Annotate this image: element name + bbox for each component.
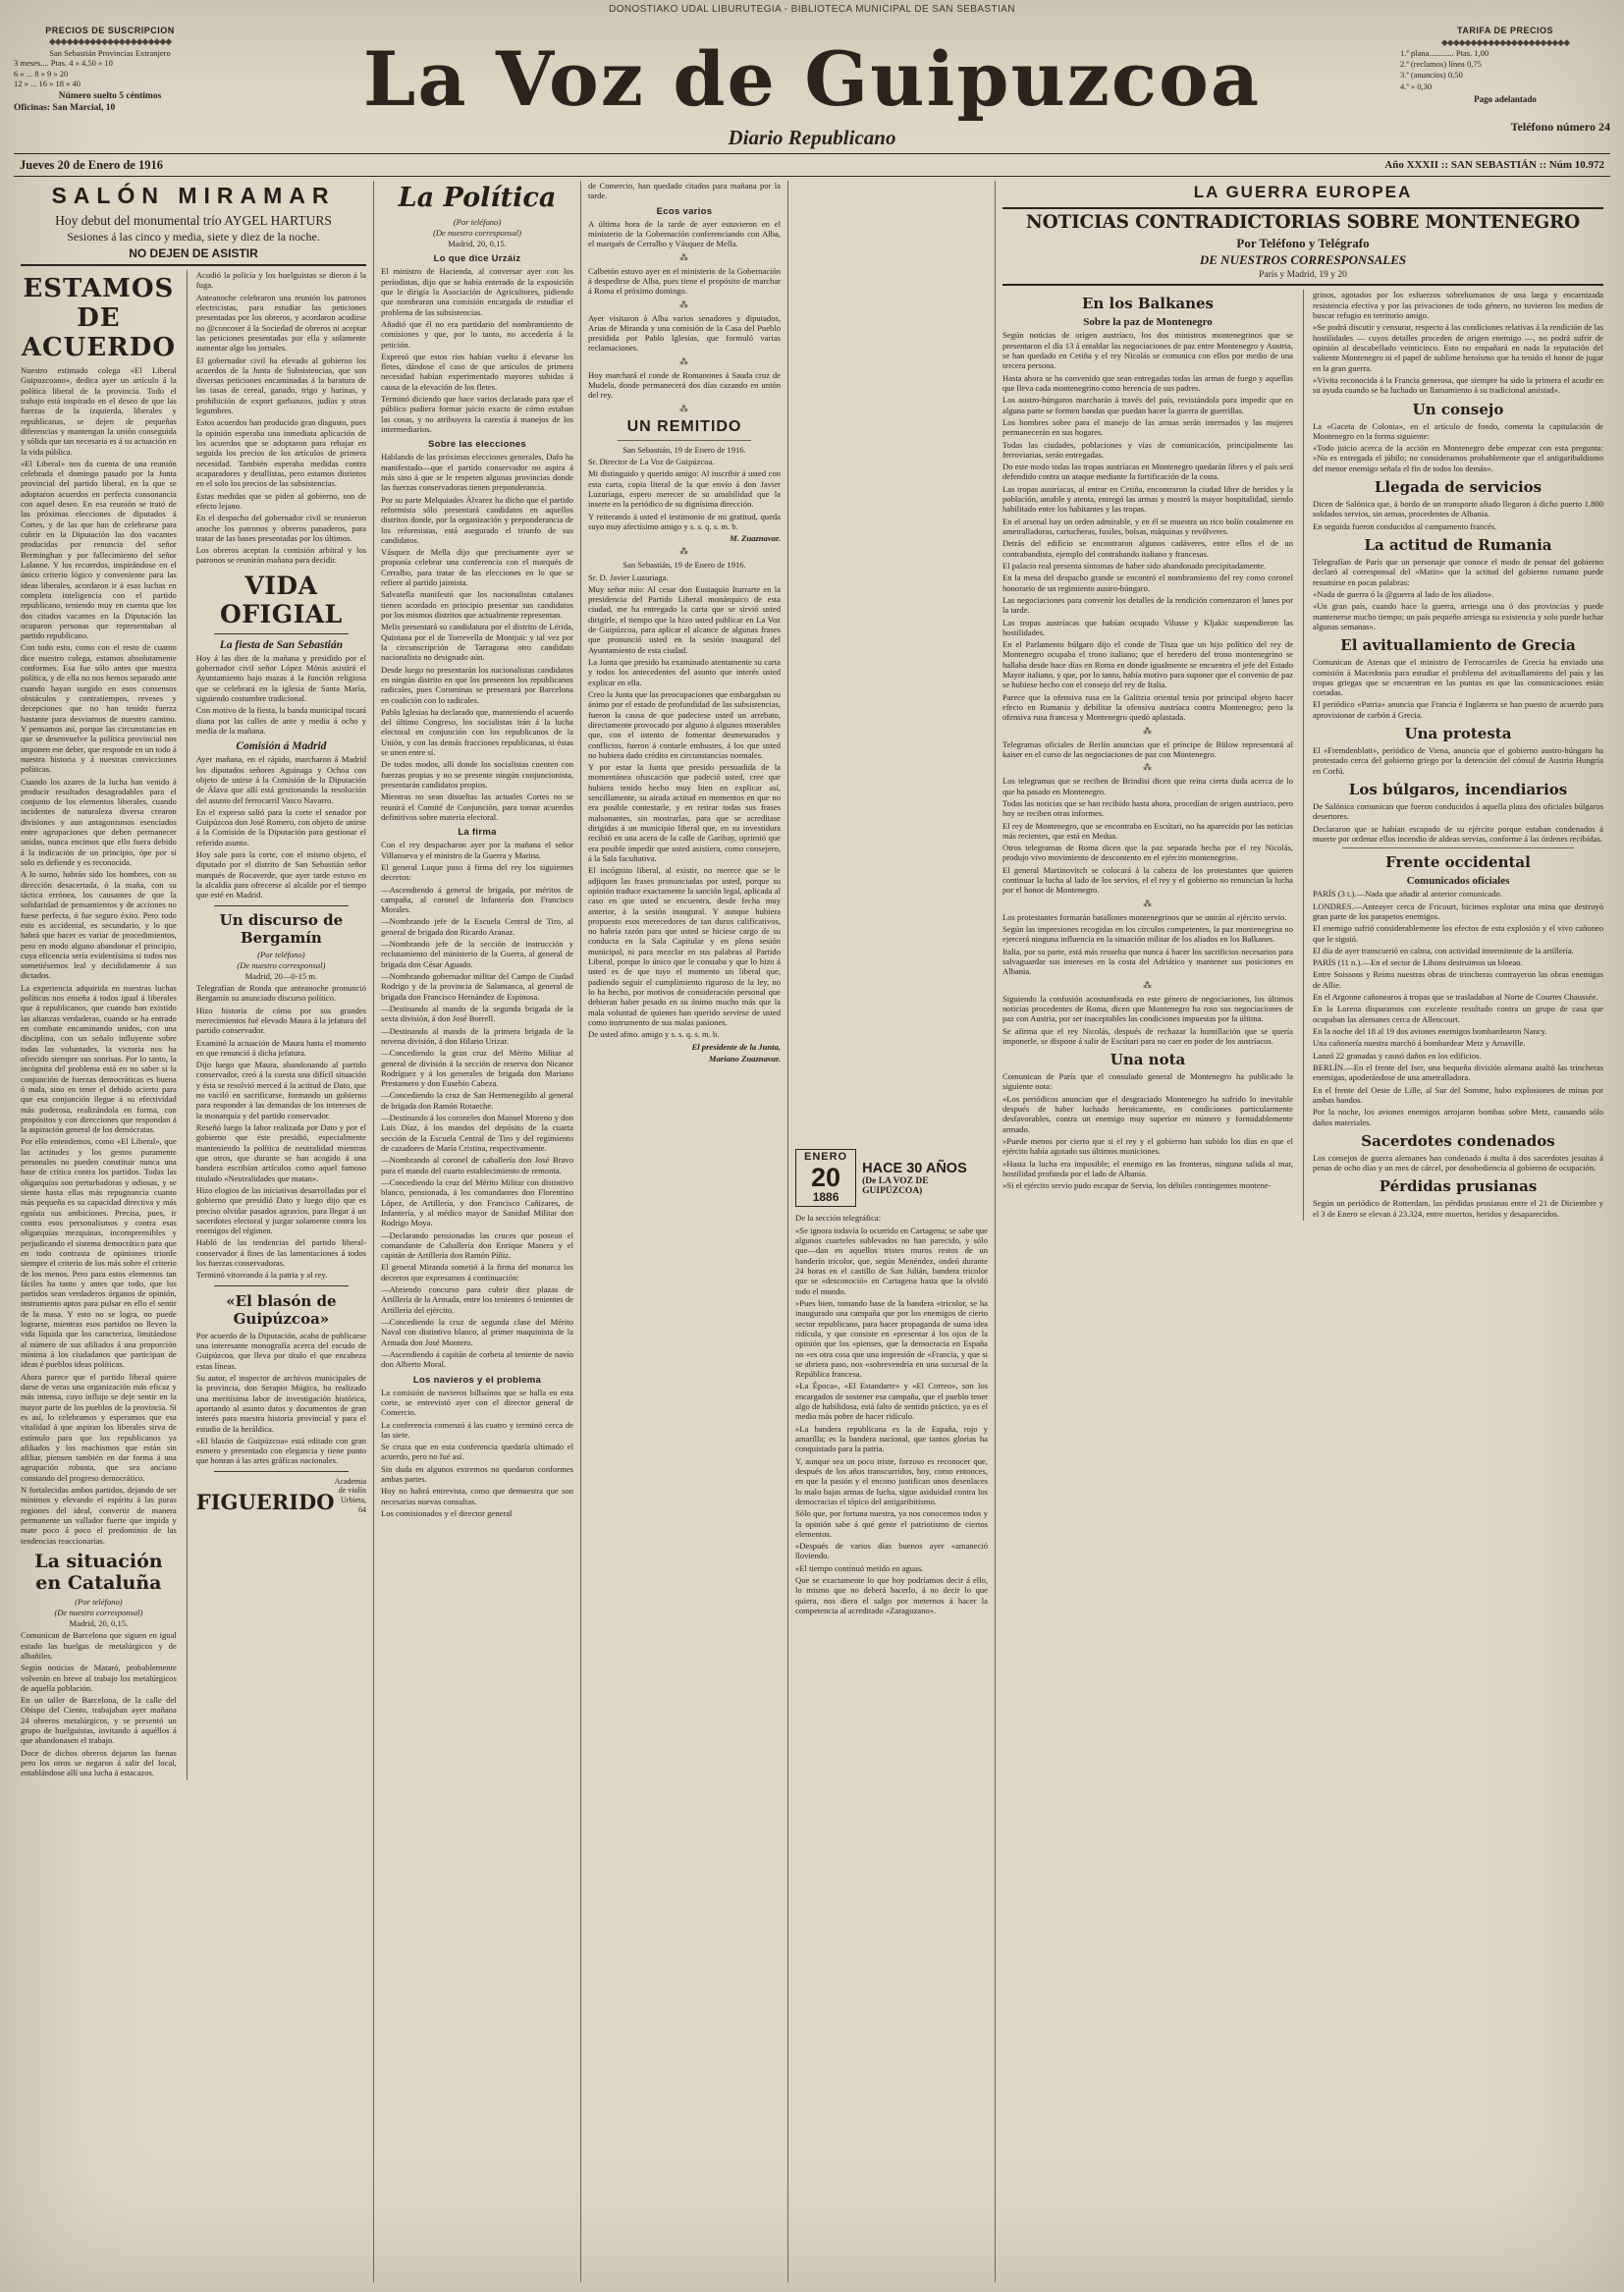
decorative-dots: ◆◆◆◆◆◆◆◆◆◆◆◆◆◆◆◆◆◆◆◆◆ <box>48 36 172 47</box>
tarifa-row: 3.ª (anuncios) 0,50 <box>1400 70 1463 81</box>
remitido-paragraph: La Junta que presido ha examinado atentamente su carta y todos los antecedentes del asunto que interés usted explicar en ella. <box>588 657 781 687</box>
politica-paragraph: —Destinando á los coroneles don Manuel Moreno y don Luis Díaz, á los mandos del depósito de la cuarta sección de la Escuela Central de Tiro y del regimiento de cazadores de María Cristina, respectivamente. <box>381 1113 573 1153</box>
balkanes-paragraph: Las tropas austríacas que habían ocupado Vilusse y Kljakic suspendieron las hostilidades. <box>1002 617 1293 637</box>
bergamin-paragraph: Hizo elogios de las iniciativas desarrolladas por el gobierno que presidió Dato y luego dijo que es preciso olvidar pasados agravios, para llegar á un sacerdotes electoral y juzgar solamente contra los enemigos del régimen. <box>195 1184 366 1236</box>
miramar-line2: Sesiones á las cinco y media, siete y diez de la noche. <box>67 230 320 244</box>
paragraph-separator: ⁂ <box>1143 979 1153 990</box>
vida-oficial-headline: VIDA OFIGIAL <box>220 571 343 628</box>
balkanes-paragraph: Todas las noticias que se han recibido hasta ahora, procedían de origen austríaco, pero hoy se reciben otras informes. <box>1002 797 1294 819</box>
remitido-paragraph: El incógnito liberal, al existir, no merece que se le adjiquen las frases pronunciadas por usted, porque su opinión traduce exactamente la sanción legal, aplicada al caso en que usted se encuentra, desde fecha muy anterior, á la sesión inaugural. Y aunque hubiera propuesto esos merecedores de tan duros calificativos, no habría razón para que usted se hiciese cargo de su conducta en la Sala Capitular y en plena sesión municipal, ni para mezclar en sus palabras al Partido Liberal, porque lo único que le constaba y que lo hizo á usted es de que tuyo el momento un liberal que, padiendo seguir el cumplimiento riguroso de la ley, no lo ha hecho, por motivos de consideración personal que debieran haber pesado en su ánimo mucho más que la mala voluntad de quienes han querido servirse de usted como instrumento de sus malas pasiones. <box>588 865 781 1027</box>
offices-address: Oficinas: San Marcial, 10 <box>14 102 116 113</box>
tarifa-row: 4.ª » 0,30 <box>1400 81 1433 91</box>
balkanes-paragraph: Todas las ciudades, poblaciones y vías de comunicación, principalmente las ferroviarias, serán entregadas. <box>1002 439 1293 460</box>
war-continuation-paragraph: »Vívita reconocida á la Francia generosa, que siempre ha sido la primera el acudir en su ayuda cuando se ha luchado un llamamiento á su tradicional amistad». <box>1313 374 1603 396</box>
paragraph-separator: ⁂ <box>1143 725 1153 736</box>
issue-info-bar <box>14 153 1610 177</box>
balkanes-paragraph: Siguiendo la confusión acostumbrada en este género de negociaciones, los últimos noticias procedentes de Roma, dicen que Montenegro ha roto sus negociaciones de paz con Austria, por ser inaceptables las condiciones impuestas por la última. <box>1002 993 1293 1024</box>
remitido-recipient2: Sr. D. Javier Luzuriaga. <box>588 572 669 582</box>
subscription-row: 12 » ... 16 » 18 » 40 <box>14 79 81 89</box>
cataluna-tail-paragraph: Anteanoche celebraron una reunión los patronos electricistas, para estudiar las peticiones presentadas por los obreros, y acordaron acudirse no @concoser á la Sociedad de obreros ni aceptar las peticiones presentadas por ella y solamente aumentar algo los jornales. <box>195 292 366 354</box>
editorial-paragraph: Nuestro estimado colega «El Liberal Guipuzcoano», dedica ayer un artículo á la política liberal de la provincia. Todo el trabajo está inspirado en el deseo de que las fuerzas de la izquierda, liberales y republicanas, se dejen de pequeñas diferencias y mantengan la unión conseguida y sólida que tan necesaria es á su actuación en la vida pública. <box>21 365 177 457</box>
ecos-paragraph: A última hora de la tarde de ayer estuvieron en el ministerio de la Gobernación conferenciando con Alba, el marqués de Cerralbo y Vásquez de Mella. <box>588 218 781 249</box>
politica-paragraph: —Destinando al mando de la segunda brigada de la sexta división, á don José Borrell. <box>381 1003 573 1024</box>
remitido-signature-role: El presidente de la Junta, <box>691 1041 781 1052</box>
paragraph-separator: ⁂ <box>679 251 689 262</box>
balkanes-paragraph: El rey de Montenegro, que se encontraba en Escútari, no ha aparecido por las noticias más recientes, que está en Medua. <box>1002 820 1293 841</box>
miramar-line3: NO DEJEN DE ASISTIR <box>129 246 258 260</box>
un-consejo-paragraph: La «Gaceta de Colonia», en el artículo de fondo, comenta la capitulación de Montenegro en la forma siguiente: <box>1313 420 1603 441</box>
telephone-number: Teléfono número 24 <box>1510 120 1610 134</box>
hace-paragraph: Sólo que, por fortuna nuestra, ya nos conocemos todos y la opinión sabe á qué gente el patriotismo de ciertos elementos. <box>795 1508 988 1539</box>
remitido-place: San Sebastián, 19 de Enero de 1916. <box>623 444 746 455</box>
editorial-paragraph: Por ello entendemos, como «El Liberal», que las actitudes y los gestos puramente personales no pueden constituir nunca una base de crítica contra los partidos. Todas las oligarquías son perturbadoras y odiosas, y se siente hasta ellas más repugnancia cuanto más pequeña es su capacidad directiva y más egoísta sus ambiciones. Precisa, pues, ir contra esos personalismos y contra esas oligarquías mezquinas, incomprensibles y perjudicando el sistema democrático para que en todo contrasta de opiniones trionfe siempre el criterio de los más sobre el criterio de los menos. Pero para estos elementos tan fáciles ha tanto y antes que todo, que los partidos sean verdaderos órganos de opinión, instrumento aptos para pulsar en ello el sentir de la masa. Y esto no se logra, no puede lograrse, mientras esos partidos no lleven la vida líquida que los caracteriza, limitándose al número de sus afiliados á una proporción mínima á los ciudadanos que participan de ideas é pueblos ideas políticas. <box>21 1136 177 1370</box>
balkanes-subhead: Sobre la paz de Montenegro <box>1083 316 1213 329</box>
editorial-paragraph: «El Liberal» nos da cuenta de una reunión celebrada el domingo pasado por la Junta provincial del partido liberal, en la que se adoptaron acuerdos en perfecta consonancia con aquel deseo. En esa reunión se trató de las próximas elecciones de diputados á Cortes, y de las que han de celebrarse para cubrir en la Diputación las dos vacantes producidas por renuncia del señor Berminghan y por fallecimiento del señor Lalanne. Y los recuerdos, inspirándose en el único criterio lógico y conveniente para las ideas liberales, acordaron ir á esas luchas en completa inteligencia con el partido republicano, teniendo muy en cuenta que los dos citados vacantes en la Diputación las ocuparon personas que representaban al partido republicano. <box>21 458 177 641</box>
politica-paragraph: Sin duda en algunos extremos no quedaron conformes ambas partes. <box>381 1463 573 1485</box>
cataluna-headline: La situación en Cataluña <box>34 1550 163 1594</box>
balkanes-paragraph: En la mesa del despacho grande se encontró el nombramiento del rey como coronel honorario de un regimiento austro-húngaro. <box>1002 573 1293 593</box>
divider <box>21 264 366 266</box>
editorial-paragraph: N fortalecidas ambos partidos, dejando de ser mínimos y elevando el espíritu á las puras regiones del ideal, convertir de manera permanente un vallador fuerte que impida y mate poco á poco el predominio de las tendencias reaccionarias. <box>21 1485 177 1546</box>
remitido-paragraph: De usted afmo. amigo y s. s. q. s. m. b. <box>588 1029 720 1040</box>
remitido-paragraph: Muy señor mío: Al cesar don Eustaquio Iturrarte en la presidencia del Partido Liberal monárquico de esta ciudad, me ha entregado la carta que se sirvió usted dirigirle, el tiempo que la hizo usted publicar en La Voz de Guipúzcoa, para aplicar el alcance de algunas frases que pronunció usted en la sesión inaugural del Ayuntamiento de esta ciudad. <box>588 583 781 655</box>
blason-paragraph: «El blasón de Guipúzcoa» está editado con gran esmero y presentado con elegancia y tiene punto que honran á las artes gráficas nacionales. <box>195 1435 366 1466</box>
politica-paragraph: Hablando de las próximas elecciones generales, Dafo ha manifestado—que el partido conservador no aspira á más sino á que se le respeten algunas provincias donde las fuerzas conservadoras tienen preponderancia. <box>381 452 573 493</box>
balkanes-paragraph: Do este modo todas las tropas austríacas en Montenegro quedarán libres y el país será defendido contra un ataque mediante la fortificación de la costa. <box>1002 462 1293 482</box>
bergamin-byline: (Por teléfono) <box>257 949 305 959</box>
politica-paragraph: —Declarando pensionadas las cruces que posean el comandante de Caballería don Enrique Manera y el capitán de Artillería don Ramón Píñiz. <box>381 1229 573 1261</box>
hace-paragraph: «Se ignora todavía lo ocurrido en Cartagena; se sabe que algunos cuarteles sublevados no han parecido, y sólo que—dan en aquellos tristes muros restos de un banderín tricolor, que, según Menéndez, ondeó durante 24 horas en el castillo de San Julián, bandera tricolor que se «desconoció» en Cartagena hasta que la olvidó todo el mundo. <box>795 1225 988 1296</box>
cataluna-paragraph: Según noticias de Mataró, probablemente volverán en breve al trabajo los metalúrgicos de aquella población. <box>21 1663 177 1693</box>
remitido-signature: M. Zuaznavar. <box>730 533 781 544</box>
date-month: ENERO <box>804 1151 848 1163</box>
newspaper-title: La Voz de Guipuzcoa <box>362 35 1262 123</box>
balkanes-paragraph: Las negociaciones para convenir los detalles de la rendición comenzaron el lunes por la tarde. <box>1002 594 1293 616</box>
frente-occidental-headline: Frente occidental <box>1385 853 1531 872</box>
politica-paragraph: —Concediendo la cruz del Mérito Militar con distintivo blanco, pensionada, á los comandantes don Florentino López, de Artillería, y don Francisco Cañizares, de Infantería, y al médico mayor de Sanidad Militar don Rodrigo Moya. <box>381 1176 573 1228</box>
frente-paragraph: El enemigo sufrió considerablemente los efectos de esta explosión y el vivo cañoneo que le siguió. <box>1313 923 1603 944</box>
remitido-paragraph: Creo la Junta que las preocupaciones que embargaban su ánimo por el estado de profundidad de las subsistencias, fueron la causa de que padeciese usted un arrebato, directamente provocado por alguno á algunos miserables que, con el intento de fomentar desmesurados y conflictos, fueron á contarle embustes, á los que usted no hubiera dado crédito en circunstancias normales. <box>588 688 781 760</box>
blason-paragraph: Por acuerdo de la Diputación, acaba de publicarse una interesante monografía acerca del escudo de Guipúzcoa, que lleva por título el que encabeza estas líneas. <box>195 1330 366 1371</box>
grecia-paragraph: Comunican de Atenas que el ministro de Ferrocarriles de Grecia ha enviado una comisión á Macedonia para estudiar el problema del avituallamiento del país y las tropas griegas que se encuentran en las puntas en que las comunicaciones están cortadas. <box>1313 657 1603 698</box>
ecos-continuation: de Comercio, han quedado citados para mañana por la tarde. <box>588 181 781 201</box>
politica-paragraph: La comisión de navieros bilbaínos que se halla en esta corte, se entrevistó ayer con el director general de Comercio. <box>381 1387 573 1418</box>
miramar-title: SALÓN MIRAMAR <box>51 183 336 208</box>
cataluna-tail-paragraph: Los obreros aceptan la comisión arbitral y los patronos se reunirán mañana para decidir. <box>195 545 366 566</box>
editorial-paragraph: Cuando los azares de la lucha han venido á producir resultados desagradables para el conjunto de los elementos liberales, cuando incidentes de naturaleza diversa crearon divisiones y aun antagonismos esenciados entre agrupaciones que deben permanecer unidas, nunca encimos que ello fuera debido á la indicación de un principio, ópe por sí solo es defiende y es reconocida. <box>21 776 177 867</box>
politica-byline: (Por teléfono) <box>453 217 502 227</box>
blason-headline: «El blasón de Guipúzcoa» <box>226 1291 337 1328</box>
editorial-paragraph: A lo sumo, habrán sido los hombres, con su dirección desacertada, ó la maña, con su táctica errónea, los causantes de que la solidaridad de pensamientos y de acciones no fuese perfecta, ó fue seguro éxito. Pero todo esto es accidental, es secundario, y lo que habrá que hacer es variar de procedimientos, pero en modo alguno abandonar el principio, cuya eficencia sería evidentísima si todos nos sometiésemos leal y decididamente á sus dictados. <box>21 869 177 981</box>
remitido-recipient: Sr. Director de La Voz de Guipúzcoa. <box>588 457 715 466</box>
figuerido-ad-line2: Urbieta, 64 <box>341 1495 366 1514</box>
frente-paragraph: En el frente del Oeste de Lille, al Sur del Somme, hubo explosiones de minas por ambas bandos. <box>1313 1084 1603 1105</box>
bergamin-paragraph: Examinó la actuación de Maura hasta el momento en que renunció á dicha jefatura. <box>195 1037 366 1058</box>
frente-subhead: Comunicados oficiales <box>1406 875 1510 888</box>
politica-paragraph: Pablo Iglesias ha declarado que, manteniendo el acuerdo del último Congreso, los socialistas irán á la lucha electoral en conjunción con los republicanos de la Unión, y con las demás fracciones republicanas, si éstas se unen entre sí. <box>381 706 573 758</box>
politica-paragraph: Añadió que él no era partidario del nombramiento de comisiones y que, por lo tanto, no accedería á la petición. <box>381 318 573 350</box>
figuerido-ad-line1: Academia de violín <box>334 1476 366 1496</box>
column-war <box>995 181 1610 2282</box>
balkanes-paragraph: El palacio real presenta síntomas de haber sido abandonado precipitadamente. <box>1002 560 1267 571</box>
cataluna-tail-paragraph: Acudió la policía y los huelguistas se dieron á la fuga. <box>195 270 366 291</box>
frente-paragraph: En la Lorena disparamos con excelente resultado contra un grupo de casa que ocupaban las alemanes cerca de Allencourt. <box>1313 1004 1603 1024</box>
balkanes-paragraph: Hasta ahora se ha convenido que sean entregadas todas las armas de fuego y aquellas que lleva cada montenegrino como herencia de sus padres. <box>1002 372 1293 393</box>
bergamin-byline: (De nuestro corresponsal) <box>237 959 326 970</box>
sacerdotes-headline: Sacerdotes condenados <box>1361 1131 1555 1150</box>
tarifa-heading: TARIFA DE PRECIOS <box>1456 26 1553 35</box>
paragraph-separator: ⁂ <box>1143 762 1153 773</box>
politica-paragraph: El ministro de Hacienda, al conversar ayer con los periodistas, dijo que se había enterado de la exposición que le dirigía la Asociación de Agricultores, pidiendo que nombraran una comisión encargada de estudiar el problema de las subsistencias. <box>381 266 573 317</box>
sacerdotes-paragraph: Los consejos de guerra alemanes han condenado á multa á dos sacerdotes jesuitas á penas de ocho días y un mes de cárcel, por desobediencia al gobierno de ocupación. <box>1313 1152 1603 1173</box>
un-consejo-headline: Un consejo <box>1412 400 1504 418</box>
balkanes-paragraph: Detrás del edificio se encontraron algunos cadáveres, entre ellos el de un contrabandista, ejemplo del contrabando italiano y francesas. <box>1002 538 1293 559</box>
cataluna-paragraph: Comunican de Barcelona que siguen en igual estado las huelgas de metalúrgicos y de albañiles. <box>21 1630 177 1661</box>
incendiarios-headline: Los búlgaros, incendiarios <box>1348 781 1568 799</box>
protesta-paragraph: El «Fremdenblatt», periódico de Viena, anuncia que el gobierno austro-húngaro ha protestado cerca del gobierno griego por la detención del cónsul de Austria Hungría en Corfú. <box>1313 745 1603 776</box>
bergamin-paragraph: Hizo historia de cómo por sus grandes merecimientos fué elevado Maura á la jefatura del partido conservador. <box>195 1005 366 1036</box>
incendiarios-paragraph: Declararon que se habían escapado de su ejército porque estaban condenados á muerte por ordenar ellos incendio de aldeas servias, conforme á las órdenes recibidas. <box>1313 823 1603 844</box>
column-2 <box>373 181 580 2282</box>
editorial-headline: ESTAMOS DE ACUERDO <box>21 274 176 362</box>
una-nota-paragraph: »Puede menos por cierto que si el rey y el gobierno han subido los días en que el ejército había agotado sus últimos municiones. <box>1002 1136 1293 1157</box>
remitido-place2: San Sebastián, 19 de Enero de 1916. <box>623 560 746 571</box>
bergamin-paragraph: Reseñó luego la labor realizada por Dato y por el gobierno que éste presidió, especialmente manteniendo la política de neutralidad mientras que otros, que durante se han acogido á una bandera escribían artículos como aquel famoso titulado «Neutralidades que matan». <box>195 1122 366 1183</box>
balkanes-paragraph: Los hombres sobre para el manejo de las armas serán internados y las mujeres permanecerán en sus hogares. <box>1002 416 1293 438</box>
una-nota-paragraph: Comunican de París que el consulado general de Montenegro ha publicado la siguiente nota: <box>1002 1071 1293 1092</box>
cataluna-tail-paragraph: El gobernador civil ha elevado al gobierno los acuerdos de la Junta de Subsistencias, que son diversas peticiones encaminadas á la baratura de las tasas de cereal, ganado, trigo y harinas, y prohibición de export garbanzos, judías y otras legumbres. <box>195 355 366 416</box>
politica-paragraph: —Ascendiendo á capitán de corbeta al teniente de navío don Alberto Moral. <box>381 1348 573 1370</box>
blason-paragraph: Su autor, el inspector de archivos municipales de la provincia, don Serapio Múgica, ha realizado una meritísima labor de investigación histórica, aportando al asunto datos y documentos de gran interés para nuestra historia provincial y para el estudio de la heráldica. <box>195 1372 366 1434</box>
balkanes-paragraph: El general Martinovitch se colocará á la cabeza de los protestantes que quieren continuar la lucha al lado de los servios, el el rey y el gobierno no renuncian la lucha por el honor de Montenegro. <box>1002 864 1293 896</box>
rumania-paragraph: «Nada de guerra ó la @guerra al lado de los aliados». <box>1313 588 1494 599</box>
un-consejo-paragraph: «Todo juicio acerca de la acción en Montenegro debe empezar con esta pregunta: »No es entregada el júbilo; no consideramos probablemente que el antigaribaldismo del menor enemigo señala el fin de todos los demás». <box>1313 443 1603 473</box>
politica-paragraph: Vásquez de Mella dijo que precisamente ayer se proponía celebrar una conferencia con el marqués de Cerralbo, para tratar de las elecciones en lo que se refiere al partido jaimista. <box>381 547 573 588</box>
hace-paragraph: »Pues bien, tomando base de la bandera «tricolor, se ha inaugurado una campaña que por los enemigos de cierto sector republicano, para hacer propaganda de suma idea ridícula, y que consiste en «presentar á los ojos de la opinión que los «pienses, que la democracia en España no «es otra cosa que una impresión de «Francia, y que si se abriera paso, nos «sobrevendría en una sucursal de la República francesa. <box>795 1297 988 1380</box>
llegada-paragraph: Dicen de Salónica que, á bordo de un transporte aliado llegaron á dicho puerto 1.800 soldados servios, sin armas, procedentes de Albania. <box>1313 499 1603 519</box>
issue-date: Jueves 20 de Enero de 1916 <box>20 157 163 172</box>
frente-paragraph: El día de ayer transcurrió en calma, con actividad intermitente de la artillería. <box>1313 945 1574 955</box>
politica-datestamp: Madrid, 20, 0,15. <box>448 239 507 248</box>
subscription-row: 6 » ... 8 » 9 » 20 <box>14 68 69 79</box>
balkanes-paragraph: En el Parlamento búlgaro dijo el conde de Tisza que un hijo político del rey de Montenegro ocupaba el trono italiano; que el heredero del trono montenegrino se hallaba desde hace días en Roma en donde igualmente se encuentra el jefe del Estado Mayor italiano, y que, por lo tanto, había motivo para suponer que el convenio de paz se hubiese hecho con el consejo del rey de Italia. <box>1002 639 1293 690</box>
war-datestamp: París y Madrid, 19 y 20 <box>1259 270 1347 281</box>
balkanes-paragraph: Según noticias de origen austríaco, los dos ministros montenegrinos que se presentaron el día 13 á entablar las negociaciones de paz entre Montenegro y Austria, se han quedado en Cetiña y el rey Nicolás se comunica con ellos por medio de una tercera persona. <box>1002 330 1293 371</box>
hace-paragraph: »La Época», «El Estandarte» y «El Correo», son los encargados de sostener esa campaña, que el pueblo tener algo de habilidosa, está falto de sentido práctico, ya es el medio más pobre de hacer ridículo. <box>795 1381 988 1422</box>
balkanes-paragraph: Los austro-húngaros marcharán á través del país, revistándola para impedir que en alguna parte se formen bandas que puedan hacer la guerra de guerrillas. <box>1002 395 1293 415</box>
masthead <box>14 22 1610 147</box>
cataluna-byline: (Por teléfono) <box>75 1596 123 1607</box>
hace-paragraph: Y, aunque sea un poco triste, forzoso es reconocer que, después de los años transcurridos, hoy, como entonces, en que la pasión y el encono justifican unos desenlaces lo malo bajas armas de lucha, sigue asiduidad contra los democracias el tópico del antigaribitismo. <box>795 1455 988 1506</box>
politica-paragraph: —Ascendiendo á general de brigada, por méritos de campaña, al coronel de Infantería don Francisco Morales. <box>381 884 573 915</box>
politica-sub-elecciones: Sobre las elecciones <box>428 439 526 451</box>
cataluna-tail-paragraph: En el despacho del gobernador civil se reunieron anoche los patronos y obreros panaderos, para tratar de las bases presentadas por los últimos. <box>195 513 366 543</box>
decorative-dots: ◆◆◆◆◆◆◆◆◆◆◆◆◆◆◆◆◆◆◆◆◆◆ <box>1440 36 1570 47</box>
hace-paragraph: «El tiempo continuó metido en aguas. <box>795 1562 924 1573</box>
una-nota-paragraph: »Si el ejército servio pudo escapar de Servia, los débiles contingentes montene- <box>1002 1180 1272 1191</box>
frente-paragraph: Por la noche, los aviones enemigos arrojaron bombas sobre Metz, causando sólo daños materiales. <box>1313 1107 1603 1127</box>
paragraph-separator: ⁂ <box>679 546 689 557</box>
incendiarios-paragraph: De Salónica comunican que fueron conducidos á aquella plaza dos oficiales búlgaros desertores. <box>1313 801 1603 822</box>
politica-paragraph: —Nombrando al coronel de caballería don José Bravo para el mando del cuarto establecimiento de remonta. <box>381 1155 573 1175</box>
divider <box>214 1471 349 1472</box>
protesta-headline: Una protesta <box>1404 725 1512 743</box>
politica-paragraph: —Destinando al mando de la primera brigada de la novena división, á don Hilario Urizar. <box>381 1025 573 1046</box>
politica-paragraph: Mientras no sean disueltas las actuales Cortes no se reunirá el Comité de Conjunción, para tomar acuerdos definitivos sobre materia electoral. <box>381 791 573 822</box>
politica-paragraph: —Concediendo la cruz de San Hermenegildo al general de brigada don Ramón Rotaeche. <box>381 1090 573 1111</box>
divider <box>1342 847 1574 848</box>
figuerido-ad-detail <box>335 1477 366 1514</box>
frente-paragraph: Entre Soissons y Reims nuestras obras de trincheras contrayeron las obras enemigas de Allie. <box>1313 969 1603 990</box>
date-box <box>795 1149 856 1207</box>
politica-paragraph: Desde luego no presentarán los nacionalistas candidatos en ningún distrito en que los presenten los republicanos radicales, pues Corominas se presentará por Barcelona en coalición con lo radicales. <box>381 664 573 705</box>
grecia-headline: El avituallamiento de Grecia <box>1340 636 1576 655</box>
remitido-signature-name: Mariano Zuaznavar. <box>708 1053 781 1064</box>
balkanes-paragraph: Las tropas austríacas, al entrar en Cetiña, encontraron la ciudad libre de heridos y la población, amable y atenta, entregó las armas y mostró la mayor hospitalidad, siendo habilitado entre los habitantes y las tropas. <box>1002 483 1293 515</box>
rumania-headline: La actitud de Rumania <box>1364 536 1552 555</box>
hace-30-anos-label <box>862 1149 988 1196</box>
politica-paragraph: Por su parte Melquiades Álvarez ha dicho que el partido reformista sólo presentará candidatos en aquellos distritos donde, por la organización y preponderancia de los reformistas, está asegurado el triunfo de sus candidatos. <box>381 494 573 545</box>
paragraph-separator: ⁂ <box>679 355 689 366</box>
editorial-paragraph: La experiencia adquirida en nuestras luchas políticas nos enseña á todos igual á liberales que á republicanos, que cuando han existido las alianzas verdaderas, cuando se ha entrado en combate encaminando unidos, con una disciplina, con un señalo influyente sobre todas las voluntades, la victoria nos ha ofrecido siempre sus sonrisas. Por lo tanto, la incógnita del problema está en no saber si la conjunción de fuerzas democráticas es buena ó mala, sino en tener el debido acierto para que esa conjunción llegue á su efectividad más poderosa, realizándola en forma, con propósitos y con direcciones que respondan á la aspiración general de los demócratas. <box>21 982 177 1135</box>
balkanes-paragraph: Los telegramas que se reciben de Brindisi dicen que reina cierta duda acerca de lo que ha pasado en Montenegro. <box>1002 776 1293 796</box>
war-continuation-paragraph: »Se podrá discutir y censurar, respecto á las condiciones relativas á la rendición de las hostilidades — cuyos detalles proceden de origen enemigo —, no podrá sufrir de opinión al descabellado veinticinco. Esto no empañará en nada la reputación del valiente Montenegro ni el papel de sublime heroísmo que ha tenido el honor de jugar en la gran guerra. <box>1313 322 1603 373</box>
divider <box>214 1285 349 1286</box>
cataluna-byline: (De nuestro corresponsal) <box>54 1607 143 1617</box>
hace-30-anos-block <box>795 1149 988 1207</box>
library-stamp-line: DONOSTIAKO UDAL LIBURUTEGIA - BIBLIOTECA MUNICIPAL DE SAN SEBASTIAN <box>609 4 1015 15</box>
balkanes-paragraph: Parece que la ofensiva rusa en la Galitzia oriental tenía por principal objeto hacer efecto en Rumania y debilitar la ofensiva austríaca contra Montenegro; pero la ofensiva rusa francesa y Montenegro quedó aplastada. <box>1002 691 1293 723</box>
cataluna-paragraph: Doce de dichos obreros dejaron las faenas pero los otros se negaron á salir del local, entablándose allí una lucha á estacazos. <box>21 1747 177 1778</box>
cataluna-datestamp: Madrid, 20, 0,15. <box>69 1617 129 1628</box>
divider <box>618 440 751 441</box>
vida-paragraph: Con motivo de la fiesta, la banda municipal tocará diana por las calles de ante y media á ocho y media de la mañana. <box>195 705 366 736</box>
editorial-paragraph: Ahora parece que el partido liberal quiere darse de veras una organización más eficaz y más intensa, cuyo influjo se deje sentir en la mayor parte de los pueblos de la provincia. Si es así, lo celebramos y esperamos que esa vitalidad á que aspiran los liberales sirva de estímulo para que los republicanos ya afiliados y los machismos que están sin afiliar, piensen también en dar forma á una agrupación robusta, que sea anciano constando del progreso democrático. <box>21 1371 177 1483</box>
ecos-paragraph: Calbetón estuvo ayer en el ministerio de la Gobernación á despedirse de Alba, pues tiene el propósito de marchar á Roma el próximo domingo. <box>588 265 781 297</box>
politica-paragraph: —Abriendo concurso para cubrir diez plazas de Artillería de la Armada, entre los tenientes ó tenientes de Artillería del ejército. <box>381 1284 573 1315</box>
politica-paragraph: La conferencia comenzó á las cuatro y terminó cerca de las siete. <box>381 1419 573 1440</box>
politica-paragraph: El general Luque puso á firma del rey los siguientes decretos: <box>381 861 573 883</box>
payment-note: Pago adelantado <box>1474 93 1537 104</box>
remitido-paragraph: Mi distinguido y querido amigo: Al inscribir á usted con esta carta, copia literal de la que envío á don Javier Luzuriaga, espero merecer de su amabilidad que la inserte en la periódico de su dignísima dirección. <box>588 468 781 510</box>
war-section-headline: LA GUERRA EUROPEA <box>1193 183 1413 201</box>
remitido-paragraph: Y por estar la Junta que presido persuadida de la momentánea ofuscación que padeció usted, cree que hubiera tenido hecho muy bien en explicar así, sencillamente, su airada actitud en momentos en que no era posible contestarle, y en retirar todas sus frases malsonantes, sin mostrarlas, para que se acreditase dirigidas á un municipio liberal que, en su investidura recibió en una acera de la calle de Garibay, oprimió que era posible impedir que usted asistiera, como consejero, á la Sala facultativa. <box>588 762 781 863</box>
rumania-paragraph: Telegrafían de París que un personaje que conoce el modo de pensar del gobierno declaró al corresponsal del «Matin» que la actitud del gobierno rumano puede resumirse en pocas palabras: <box>1313 557 1603 587</box>
politica-paragraph: —Concediendo la gran cruz del Mérito Militar al general de división á la sección de reserva don Nicanor Rodríguez y á los generales de brigada don Mariano Prestamero y don Eusebio Cabeza. <box>381 1048 573 1089</box>
politica-sub-firma: La firma <box>458 827 497 839</box>
paragraph-separator: ⁂ <box>679 299 689 309</box>
bergamin-paragraph: Dijo luego que Maura, abandonando al partido conservador, creó á la cuesta una difícil situación y ésta se resolvió merced á la actitud de Dato, que no vaciló en sacrificarse, formando un gobierno para responder á las demandas de los intereses de la monarquía y del partido conservador. <box>195 1060 366 1120</box>
llegada-servicios-headline: Llegada de servicios <box>1374 478 1543 497</box>
miramar-ad <box>21 183 366 260</box>
perdidas-headline: Pérdidas prusianas <box>1379 1177 1538 1196</box>
politica-paragraph: Melis presentará su candidatura por el distrito de Lérida, Quintana por el de Torrevella de Montjuïc y tal vez por la circunscripción de Tarragona otro candidato nacionalista no designado aún. <box>381 622 573 663</box>
ecos-paragraph: Ayer visitaron á Alba varios senadores y diputados, Arias de Miranda y una comisión de la Casa del Pueblo presidida por Pablo Iglesias, que formuló varias reclamaciones. <box>588 312 781 354</box>
grecia-paragraph: El periódico «Patria» anuncia que Francia é Inglaterra se han puesto de acuerdo para aprovisionar de carbón á Grecia. <box>1313 699 1603 720</box>
advertising-rates <box>1400 26 1610 105</box>
hace-paragraph: Que se exactamente lo que hoy podríamos decir á ello, lo mismo que no deberá hacerlo, á no decir lo que quiera, nos diera el salgo por meternos á hacer la competencia al acreditado «Zaragozano». <box>795 1575 988 1616</box>
divider <box>214 905 349 906</box>
cataluna-tail-paragraph: Estas medidas que se piden al gobierno, son de efecto lejano. <box>195 490 366 511</box>
remitido-paragraph: Y reiterando á usted el testimonio de mi gratitud, queda suyo muy afectísimo amigo y s. s. q. s. m. b. <box>588 511 781 531</box>
subscription-rates <box>14 26 206 115</box>
frente-paragraph: BERLÍN.—En el frente del Iser, una bequeña división alemana asaltó las trincheras enemigas, apoderándose de una ametralladora. <box>1313 1062 1603 1083</box>
balkanes-paragraph: Telegramas oficiales de Berlín anuncian que el príncipe de Bülow representará al kaiser en el curso de las negociaciones de paz con Montenegro. <box>1002 738 1293 759</box>
una-nota-headline: Una nota <box>1110 1051 1186 1069</box>
hace-30-anos-source: (De LA VOZ DE GUIPÚZCOA) <box>862 1176 929 1196</box>
politica-paragraph: Los comisionados y el director general <box>381 1508 513 1518</box>
column-1 <box>14 181 373 2282</box>
ecos-varios-headline: Ecos varios <box>656 205 713 217</box>
hace-30-anos-title: HACE 30 AÑOS <box>862 1161 967 1176</box>
politica-byline: (De nuestro corresponsal) <box>432 228 522 238</box>
divider <box>214 633 349 634</box>
politica-paragraph: Expresó que estos ríos habían vuelto á elevarse los fletes, dándose el caso de que artículos de primera necesidad habían experimentado mayores subidas á causa de la elevación de los fletes. <box>381 351 573 392</box>
tarifa-row: 1.ª plana............ Ptas. 1,00 <box>1400 48 1489 59</box>
frente-paragraph: En el Argonne cañonearos á tropas que se trasladaban al Norte de Courtes Chaussée. <box>1313 992 1598 1003</box>
bergamin-paragraph: Terminó vitoreando á la patria y al rey. <box>195 1270 328 1281</box>
politica-paragraph: Con el rey despacharon ayer por la mañana el señor Villanueva y el ministro de la Guerra y Marina. <box>381 840 573 860</box>
politica-paragraph: —Nombrando jefe de la sección de instrucción y reclutamiento del ministerio de la Guerra, al general de brigada don César Aguado. <box>381 939 573 969</box>
editorial-paragraph: Con todo esto, como con el resto de cuanto dice nuestro colega, estamos absolutamente conformes. Esa fue sólo antes que nuestra política, y de ella no nos hemos separado ante cuando hayan surgido en esos consensos obstáculos y contratiempos, reveses y decepciones que no han tenido fuerza bastante para desviarnos de nuestro camino. Y pensamos así, porque las circunstancias en que se desenvuelve la política provincial nos imponen ese deber, que responde en un todo á nuestra historia y á nuestras convicciones políticas. <box>21 642 177 775</box>
politica-paragraph: —Nombrando gobernador militar del Campo de Ciudad Rodrigo y de la provincia de Salamanca, al general de brigada don Francisco Hernández de Espinosa. <box>381 971 573 1002</box>
frente-paragraph: Lanzó 22 granadas y causó daños en los edificios. <box>1313 1050 1482 1061</box>
politica-headline: La Política <box>398 183 557 213</box>
politica-paragraph: Salvatella manifestó que los nacionalistas catalanes tienen acordado en principio presentar sus candidatos por los mismos distritos que actualmente representan. <box>381 589 573 620</box>
tarifa-row: 2.ª (reclamos) línea 0,75 <box>1400 59 1482 70</box>
newspaper-subtitle: Diario Republicano <box>728 126 896 149</box>
vida-sub-fiesta: La fiesta de San Sebastián <box>219 638 344 651</box>
vida-sub-comision: Comisión á Madrid <box>236 740 327 753</box>
rumania-paragraph: «Un gran país, cuando hace la guerra, arriesga una ó dos provincias y puede mantenerse mucho tiempo; un país pequeño arriesga su existencia y solo puede luchar algunas semanas». <box>1313 601 1603 631</box>
war-byline-telegraph: Por Teléfono y Telégrafo <box>1236 236 1370 251</box>
figuerido-ad-name: FIGUERIDO <box>195 1490 335 1515</box>
una-nota-paragraph: «Los periódicos anuncian que el desgraciado Montenegro ha sufrido lo inevitable después de haber luchado heroicamente, en condiciones particularmente desfavorables, contra un enemigo muy superior en número y formidablemente armado. <box>1002 1093 1293 1134</box>
bergamin-headline: Un discurso de Bergamín <box>219 910 344 947</box>
politica-paragraph: Terminó diciendo que hace varios declarado para que el público pudiera formar juicio exacto de cómo estaban las cosas, y no atribuyera la carestía á manejos de los intermediarios. <box>381 394 573 434</box>
hace-paragraph: De la sección telegráfica: <box>795 1213 882 1224</box>
balkanes-paragraph: Se afirma que el rey Nicolás, después de rechazar la humillación que se quería imponerle, se dispone á salir de Escútari para no caer en poder de los austríacos. <box>1002 1025 1293 1046</box>
paragraph-separator: ⁂ <box>1143 898 1153 908</box>
una-nota-paragraph: »Hasta la lucha era imposible; el enemigo en las fronteras, ninguna salida al mar, hostilidad profunda por el lado de Albania. <box>1002 1158 1293 1178</box>
divider <box>1002 207 1603 209</box>
perdidas-paragraph: Según un periódico de Rotterdam, las pérdidas prusianas entre el 21 de Diciembre y el 3 de Enero se elevan á 23.324, entre muertos, heridos y desaparecidos. <box>1313 1198 1603 1219</box>
vida-paragraph: Ayer mañana, en el rápido, marcharon á Madrid los diputados señores Aguinaga y Ochoa con objeto de unirse á la Comisión de la Diputación de Álava que allí está gestionando la resolución del asunto del ferrocarril Vasco Navarro. <box>195 754 366 805</box>
frente-paragraph: PARÍS (3 t.).—Nada que añadir al anterior comunicado. <box>1313 889 1502 900</box>
balkanes-paragraph: Los protestantes formarán batallones montenegrinos que se unirán al ejército servio. <box>1002 911 1287 922</box>
frente-paragraph: LONDRES.—Anteayer cerca de Fricourt, hicimos explotar una mina que destruyó gran parte de los parapetos enemigos. <box>1313 900 1603 921</box>
ecos-paragraph: Hoy marchará el conde de Romanones á Sauda cruz de Mudela, donde permanecerá dos días cazando en unión del rey. <box>588 369 781 401</box>
remitido-headline: UN REMITIDO <box>626 417 742 435</box>
politica-paragraph: De todos modos, allí donde los socialistas cuenten con fuerzas propias y no se presente ningún conjuncionista, presentarán candidatos propios. <box>381 759 573 790</box>
issue-number: Año XXXII :: SAN SEBASTIÁN :: Núm 10.972 <box>1384 159 1604 171</box>
bergamin-paragraph: Habló de las tendencias del partido liberal-conservador á fines de las lamentaciones á todos los fuerzas conservadoras. <box>195 1237 366 1269</box>
politica-paragraph: Se cruza que en esta conferencia quedaría ultimado el acuerdo, pero no fué así. <box>381 1442 573 1462</box>
date-day: 20 <box>811 1162 841 1192</box>
politica-paragraph: Hoy no habrá entrevista, como que demuestra que son necesarias nuevas consultas. <box>381 1486 573 1506</box>
column-3 <box>580 181 787 2282</box>
war-byline-correspondents: DE NUESTROS CORRESPONSALES <box>1199 252 1407 268</box>
hace-paragraph: «Después de varios días buenos ayer «amaneció lloviendo. <box>795 1541 988 1561</box>
cataluna-tail-paragraph: Estos acuerdos han producido gran disgusto, pues la opinión esperaba una inmediata aplicación de los acuerdos que se adoptaron para rebajar en seguida los precios de los artículos de primera necesidad. También esperaba medidas contra acaparadores y detallistas, pero estamos distintos en el solo los precios de las subsistencias. <box>195 417 366 489</box>
loose-copy-price: Número suelto 5 céntimos <box>58 91 162 101</box>
politica-paragraph: El general Miranda sometió á la firma del monarca los decretos que expresamos á continuación: <box>381 1262 573 1282</box>
miramar-line1: Hoy debut del monumental trío AYGEL HARTURS <box>55 213 332 228</box>
column-4 <box>787 181 995 2282</box>
vida-paragraph: Hoy sale para la corte, con el mismo objeto, el diputado por el distrito de San Sebastián señor marqués de Rocaverde, que ayer tarde estuvo en la alcaldía para ofrecerse al alcalde por el tiempo que esté en Madrid. <box>195 849 366 900</box>
vida-paragraph: Hoy á las diez de la mañana y presidido por el gobernador civil señor López Mónis asistirá el Ayuntamiento bajo mazas á la función religiosa que se celebrará en la iglesia de Santa María, siguiendo costumbre tradicional. <box>195 652 366 703</box>
subscription-heading: PRECIOS DE SUSCRIPCION <box>45 26 175 35</box>
balkanes-paragraph: En el arsenal hay un orden admirable, y en él se muestra un rico bolín cotalmente en ametralladoras, cartucheras, fusiles, bolsas, máquinas y revólveres. <box>1002 516 1293 537</box>
frente-paragraph: Una cañonería nuestra marchó á bombardear Metz y Arnaville. <box>1313 1038 1526 1049</box>
subscription-row: 3 meses.... Ptas. 4 » 4,50 » 10 <box>14 58 113 69</box>
subscription-columns: San Sebastián Provincias Extranjero <box>49 47 171 58</box>
date-year: 1886 <box>812 1189 839 1204</box>
balkanes-paragraph: Italia, por su parte, está más resuelta que nunca á hacer los sacrificios necesarios para salvaguardar sus intereses en la costa del Adriático y mantener sus posiciones en Albania. <box>1002 946 1293 977</box>
columns-area <box>14 181 1610 2282</box>
cataluna-paragraph: En un taller de Barcelona, de la calle del Obispo del Ciento, trabajaban ayer mañana 24 obreros metalúrgicos, y se presentó un grupo de huelguistas, invitando á aquéllos á que abandonasen el trabajo. <box>21 1695 177 1746</box>
politica-paragraph: —Concediendo la cruz de segunda clase del Mérito Naval con distintivo blanco, al primer maquinista de la Armada don José Montero. <box>381 1317 573 1347</box>
bergamin-datestamp: Madrid, 20—0-15 m. <box>244 970 318 981</box>
war-main-headline: NOTICIAS CONTRADICTORIAS SOBRE MONTENEGRO <box>1025 212 1581 233</box>
politica-sub-navieros: Los navieros y el problema <box>412 1374 542 1386</box>
hace-paragraph: »La bandera republicana es la de España, rojo y amarilla; es la bandera nacional, que tantos glorias ha conquistado para la patria. <box>795 1423 988 1454</box>
frente-paragraph: PARÍS (11 n.).—En el sector de Lihons destruimos un bloeao. <box>1313 957 1523 968</box>
balkanes-paragraph: Otros telegramas de Roma dicen que la paz separada hecha por el rey Nicolás, produjo vivo movimiento de descontento en el ejército montenegrino. <box>1002 843 1293 863</box>
politica-sub-urzaiz: Lo que dice Urzáiz <box>433 253 521 265</box>
war-continuation-paragraph: grinos, agotados por los esfuerzos sobrehumanos de una larga y encarnizada resistencia efectiva y por las privaciones de todo género, no tuvieron los medios de buscar refugio en territorio amigo. <box>1313 290 1603 321</box>
llegada-paragraph: En seguida fueron conducidos al campamento francés. <box>1313 520 1497 531</box>
balkanes-paragraph: Según las impresiones recogidas en los círculos competentes, la paz montenegrina no ejercerá ninguna influencia en la situación militar de los aliados en los Balkanes. <box>1002 924 1293 945</box>
frente-paragraph: En la noche del 18 al 19 dos aviones enemigos bombardearon Nancy. <box>1313 1026 1547 1037</box>
divider <box>1002 284 1603 286</box>
vida-paragraph: En el expreso salió para la corte el senador por Guipúzcoa don José Romero, con objeto de unirse á la Comisión de la Diputación para gestionar el referido asunto. <box>195 806 366 847</box>
balkanes-headline: En los Balkanes <box>1081 295 1215 313</box>
bergamin-paragraph: Telegrafían de Ronda que anteanoche pronunció Bergamín su anunciado discurso político. <box>195 982 366 1004</box>
politica-paragraph: —Nombrando jefe de la Escuela Central de Tiro, al general de brigada don Ricardo Aranaz. <box>381 916 573 937</box>
paragraph-separator: ⁂ <box>679 403 689 413</box>
